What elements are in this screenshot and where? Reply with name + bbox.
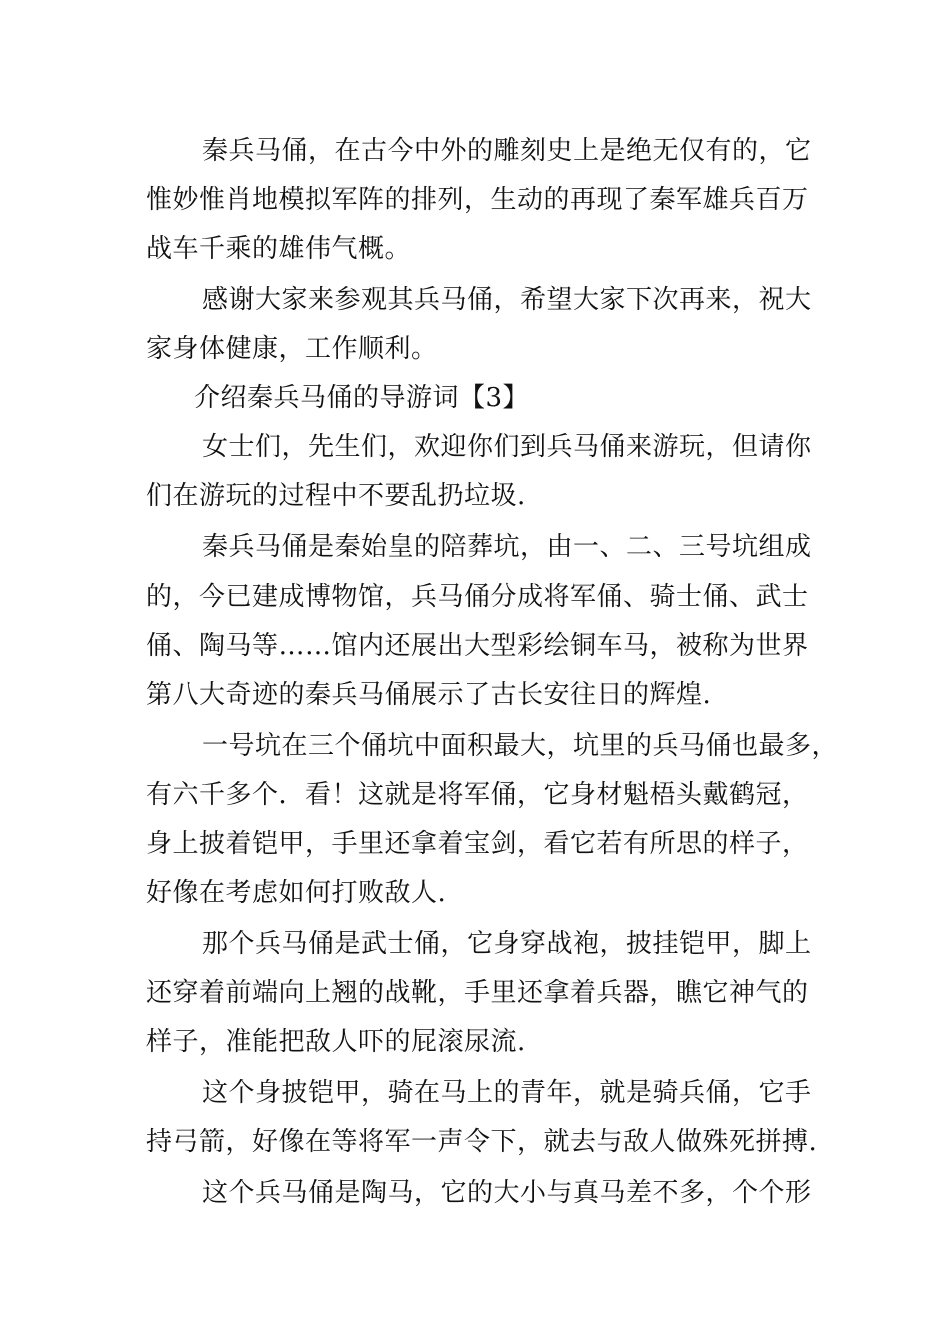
paragraph-line: 秦兵马俑是秦始皇的陪葬坑，由一、二、三号坑组成 [202, 532, 812, 562]
paragraph-line: 俑、陶马等……馆内还展出大型彩绘铜车马，被称为世界 [146, 631, 809, 661]
paragraph-line: 有六千多个．看！这就是将军俑，它身材魁梧头戴鹤冠， [146, 780, 809, 810]
paragraph-line: 的，今已建成博物馆，兵马俑分成将军俑、骑士俑、武士 [146, 582, 809, 612]
paragraph-line: 第八大奇迹的秦兵马俑展示了古长安往日的辉煌. [146, 680, 712, 710]
paragraph-line: 持弓箭，好像在等将军一声令下，就去与敌人做殊死拼搏. [146, 1127, 818, 1157]
paragraph-line: 惟妙惟肖地模拟军阵的排列，生动的再现了秦军雄兵百万 [146, 185, 809, 215]
paragraph-line: 女士们，先生们，欢迎你们到兵马俑来游玩，但请你 [202, 432, 812, 462]
paragraph-line: 好像在考虑如何打败敌人. [146, 878, 447, 908]
paragraph-line: 样子，准能把敌人吓的屁滚尿流. [146, 1027, 526, 1057]
paragraph-line: 一号坑在三个俑坑中面积最大，坑里的兵马俑也最多， [202, 731, 839, 761]
paragraph-line: 家身体健康，工作顺利。 [146, 334, 438, 364]
paragraph-line: 感谢大家来参观其兵马俑，希望大家下次再来，祝大 [202, 285, 812, 315]
paragraph-line: 这个兵马俑是陶马，它的大小与真马差不多，个个形 [202, 1178, 812, 1208]
paragraph-line: 秦兵马俑，在古今中外的雕刻史上是绝无仅有的，它 [202, 136, 812, 166]
paragraph-line: 那个兵马俑是武士俑，它身穿战袍，披挂铠甲，脚上 [202, 929, 812, 959]
paragraph-line: 战车千乘的雄伟气概。 [146, 234, 412, 264]
section-heading: 介绍秦兵马俑的导游词【3】 [194, 383, 530, 413]
paragraph-line: 们在游玩的过程中不要乱扔垃圾. [146, 481, 526, 511]
paragraph-line: 这个身披铠甲，骑在马上的青年，就是骑兵俑，它手 [202, 1078, 812, 1108]
paragraph-line: 身上披着铠甲，手里还拿着宝剑，看它若有所思的样子， [146, 829, 809, 859]
paragraph-line: 还穿着前端向上翘的战靴，手里还拿着兵器，瞧它神气的 [146, 978, 809, 1008]
